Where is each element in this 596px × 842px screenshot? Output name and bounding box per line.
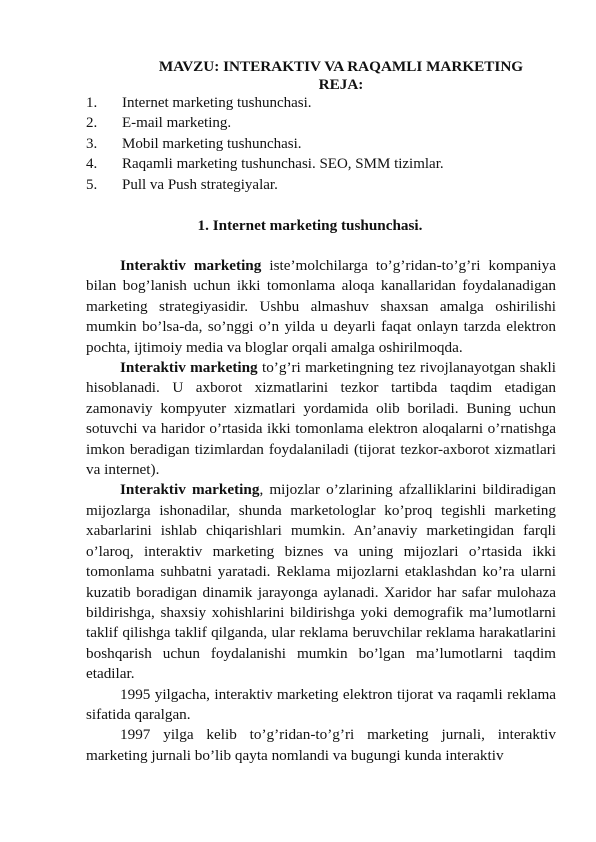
paragraph	[86, 725, 556, 766]
paragraph-text: 1995 yilgacha, interaktiv marketing elektron tijorat va raqamli reklama sifatida qaralgan.	[86, 685, 556, 723]
plan-item-text: Mobil marketing tushunchasi.	[122, 135, 302, 152]
plan-item-number: 4.	[86, 156, 98, 173]
paragraph-lead: Interaktiv marketing	[120, 481, 260, 499]
plan-item-number: 3.	[86, 135, 98, 152]
plan-list	[86, 93, 566, 195]
paragraph-text: , mijozlar o’zlarining afzalliklarini bildiradigan mijozlarga ishonadilar, shunda marketologlar ko’proq tegishli marketing xabarlarini ishlab chiqarishlari mumkin. An’anaviy marketingidan farqli o’laroq, interaktiv marketing biznes va uning mijozlari o’rtasida ikki tomonlama suhbatni yaratadi. Reklama mijozlarni etaklashdan ko’ra ularni kuzatib boradigan dinamik jarayonga aylanadi. Xaridor har safar mulohaza bildirishga, shaxsiy xohishlarini bildirishga yoki demografik ma’lumotlarni taklif qilishga taklif qilganda, ular reklama beruvchilar reklama harakatlarini boshqarish uchun foydalanishi mumkin bo’lgan ma’lumotlarni taqdim etadilar.	[86, 481, 556, 683]
paragraph	[86, 256, 556, 358]
plan-item-text: Internet marketing tushunchasi.	[122, 95, 312, 111]
paragraph-lead: Interaktiv marketing	[120, 257, 262, 274]
paragraph	[86, 685, 556, 726]
plan-item-text: Pull va Push strategiyalar.	[122, 176, 278, 193]
paragraph-text: to’g’ri marketingning tez rivojlanayotgan shakli hisoblanadi. U axborot xizmatlarini tezkor tartibda taqdim etadigan zamonaviy kompyuter xizmatlari yordamida olib boriladi. Buning uchun sotuvchi va haridor o’rtasida ikki tomonlama elektron aloqalarni o’rnatishga imkon beradigan tizimlardan foydalaniladi (tijorat tezkor-axborot xizmatlari va internet).	[86, 359, 556, 479]
plan-item	[86, 175, 566, 195]
paragraph-text: iste’molchilarga to’g’ridan-to’g’ri kompaniya bilan bog’lanish uchun ikki tomonlama aloqa kanallaridan foydalanadigan marketing strategiyasidir. Ushbu almashuv shaxsan amalga oshirilishi mumkin bo’lsa-da, so’nggi o’n yilda u deyarli faqat onlayn tarzda elektron pochta, ijtimoiy media va bloglar orqali amalga oshirilmoqda.	[86, 257, 556, 356]
paragraph	[86, 480, 556, 684]
plan-item	[86, 113, 566, 133]
plan-item	[86, 134, 566, 154]
plan-heading: REJA:	[318, 76, 364, 93]
paragraph-text: 1997 yilga kelib to’g’ridan-to’g’ri marketing jurnali, interaktiv marketing jurnali bo’lib qayta nomlandi va bugungi kunda interaktiv	[86, 726, 556, 764]
document-body	[86, 256, 556, 766]
plan-item-text: Raqamli marketing tushunchasi. SEO, SMM tizimlar.	[122, 156, 444, 173]
section-heading: 1. Internet marketing tushunchasi.	[197, 217, 423, 234]
document-title: MAVZU: INTERAKTIV VA RAQAMLI MARKETING	[158, 58, 524, 75]
plan-item	[86, 154, 566, 174]
plan-item-number: 1.	[86, 95, 98, 111]
plan-item-number: 2.	[86, 115, 98, 132]
plan-item-number: 5.	[86, 176, 98, 193]
paragraph	[86, 358, 556, 480]
paragraph-lead: Interaktiv marketing	[120, 359, 258, 377]
plan-item-text: E-mail marketing.	[122, 115, 232, 132]
plan-item	[86, 93, 566, 113]
